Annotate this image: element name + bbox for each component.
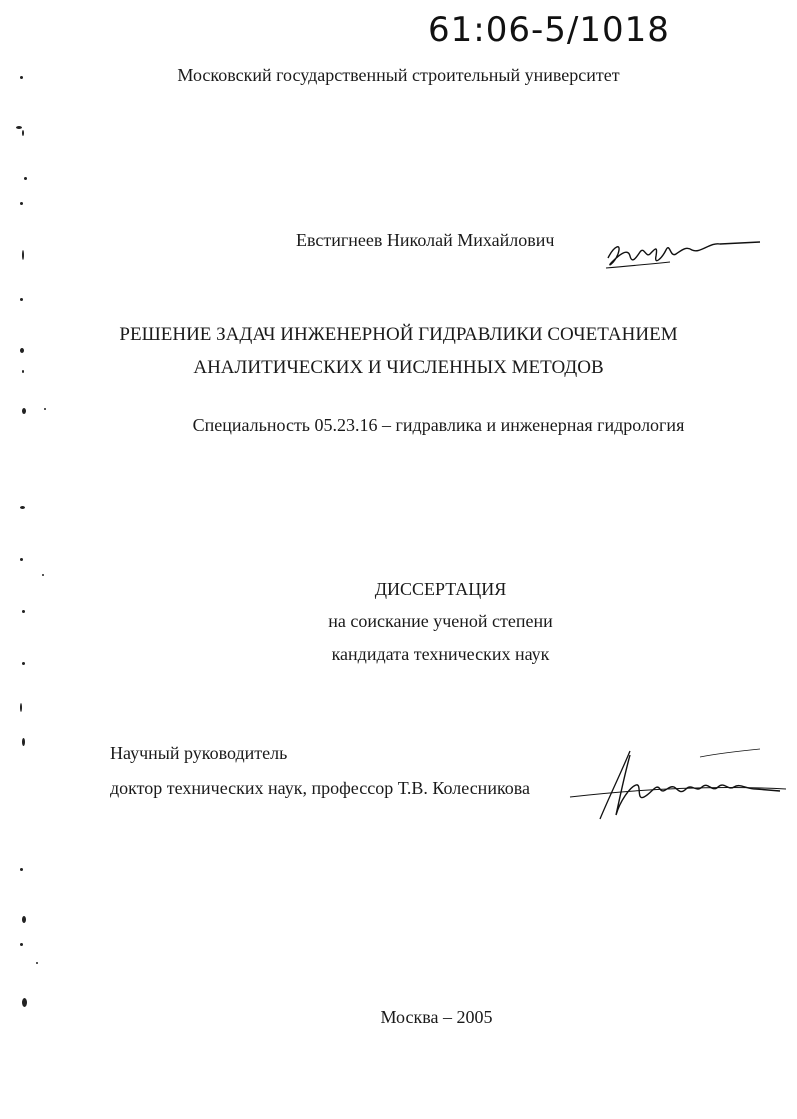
supervisor-label: Научный руководитель: [110, 743, 288, 763]
specialty: Специальность 05.23.16 – гидравлика и инженерная гидрология: [192, 415, 685, 435]
author-name: Евстигнеев Николай Михайлович: [296, 230, 555, 250]
author-signature: [600, 228, 770, 278]
scan-speck: [20, 558, 23, 561]
scan-speck: [44, 408, 46, 410]
scan-speck: [22, 250, 24, 260]
scan-speck: [42, 574, 44, 576]
scan-speck: [22, 916, 26, 923]
scan-speck: [22, 130, 24, 136]
scan-speck: [20, 868, 23, 871]
thesis-title-line-1: РЕШЕНИЕ ЗАДАЧ ИНЖЕНЕРНОЙ ГИДРАВЛИКИ СОЧЕТАНИЕМ: [119, 324, 678, 345]
scan-speck: [22, 662, 25, 665]
scan-speck: [20, 202, 23, 205]
document-type: ДИССЕРТАЦИЯ: [374, 579, 507, 599]
degree-line-2: кандидата технических наук: [331, 644, 550, 664]
scan-speck: [22, 610, 25, 613]
supervisor-signature: [560, 745, 790, 825]
scan-speck: [22, 998, 27, 1007]
scan-speck: [36, 962, 38, 964]
scan-speck: [20, 703, 22, 712]
scan-speck: [20, 76, 23, 79]
scan-speck: [20, 943, 23, 946]
degree-line-1: на соискание ученой степени: [328, 611, 553, 631]
scan-speck: [20, 298, 23, 301]
thesis-title-line-2: АНАЛИТИЧЕСКИХ И ЧИСЛЕННЫХ МЕТОДОВ: [193, 357, 604, 378]
archive-mark: 61:06-5/1018: [428, 10, 670, 50]
scan-speck: [22, 370, 24, 373]
scan-speck: [24, 177, 27, 180]
supervisor-name: доктор технических наук, профессор Т.В. Колесникова: [110, 778, 531, 798]
scan-speck: [22, 408, 26, 414]
scan-speck: [16, 126, 22, 129]
scan-speck: [20, 506, 25, 509]
university-name: Московский государственный строительный университет: [177, 65, 620, 85]
scan-speck: [20, 348, 24, 353]
scan-speck: [22, 738, 25, 746]
place-and-year: Москва – 2005: [380, 1007, 493, 1027]
